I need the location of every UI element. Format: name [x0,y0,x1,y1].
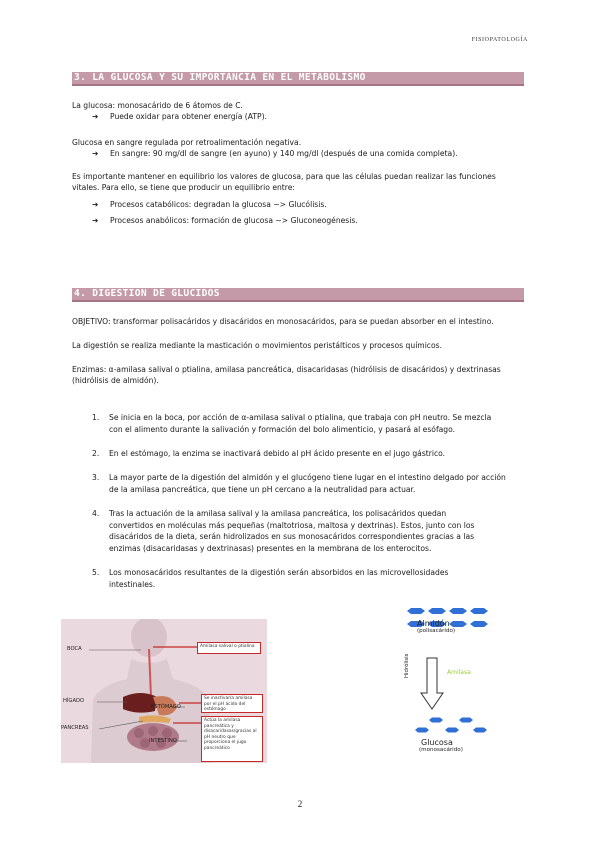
bullet-text: Procesos catabólicos: degradan la glucosa ~> Glucólisis. [110,200,327,209]
list-number: 2. [92,449,100,458]
list-text: convertidos en moléculas más pequeñas (maltotriosa, maltosa y dextrinas). Estos, junto con los [109,520,475,530]
digestive-system-figure [61,619,267,763]
list-number: 4. [92,509,100,518]
label-glucosa: Glucosa [421,738,453,747]
paragraph-objective: OBJETIVO: transformar polisacáridos y disacáridos en monosacáridos, para se puedan absorber en el intestino. [72,317,494,326]
arrow-icon: ➔ [92,112,99,121]
label-boca: BOCA [67,646,82,652]
bullet-item [92,199,532,210]
intestine-shape [127,723,179,751]
bullet-text: Puede oxidar para obtener energía (ATP). [110,112,267,121]
list-text: Tras la actuación de la amilasa salival y la amilasa pancreática, los polisacáridos quedan [109,509,447,518]
label-polisacarido: (polisacárido) [417,628,456,634]
paragraph: Es importante mantener en equilibrio los valores de glucosa, para que las células puedan realizar las funciones [72,172,496,181]
arrow-icon: ➔ [92,149,99,158]
bullet-item [92,111,532,122]
list-text: con el alimento durante la salivación y formación del bolo alimenticio, y pasará al esófago. [109,424,456,434]
list-text: de la amilasa pancreática, que tiene un pH cercano a la neutralidad para actuar. [109,484,416,494]
label-estomago: ESTÓMAGO [151,704,181,710]
bullet-item [92,148,532,159]
paragraph: Glucosa en sangre regulada por retroalimentación negativa. [72,138,302,147]
section-4-title: 4. DIGESTIÓN DE GLÚCIDOS [74,288,220,299]
arrow-icon: ➔ [92,216,99,225]
label-monosacarido: (monosacárido) [419,747,463,753]
running-header: FISIOPATOLOGÍA [471,37,528,43]
arrow-icon: ➔ [92,200,99,209]
note-box-amilasa-pancreatica [201,716,263,762]
starch-hydrolysis-figure [395,603,505,773]
list-number: 3. [92,473,100,482]
label-almidon: Almidón [417,619,450,628]
glucose-monomers [415,718,487,733]
label-intestino: INTESTINO [149,738,177,744]
list-text: Los monosacáridos resultantes de la digestión serán absorbidos en las microvellosidades [109,568,449,577]
bullet-text: En sangre: 90 mg/dl de sangre (en ayuno) y 140 mg/dl (después de una comida completa). [110,149,458,158]
list-text: enzimas (disacaridasas y dextrinasas) presentes en la membrana de los enterocitos. [109,543,432,553]
bullet-text: Procesos anabólicos: formación de glucosa ~> Gluconeogénesis. [110,216,358,225]
label-higado: HÍGADO [63,698,85,704]
paragraph-enzymes: Enzimas: α-amilasa salival o ptialina, amilasa pancreática, disacaridasas (hidrólisis de disacáridos) y dextrinasas [72,365,501,374]
list-text: intestinales. [109,579,156,589]
list-text: Se inicia en la boca, por acción de α-amilasa salival o ptialina, que trabaja con pH neutro. Se mezcla [109,413,492,422]
list-number: 1. [92,413,100,422]
list-text: disacáridos de la dieta, serán hidrolizados en sus monosacáridos correspondientes gracias a las [109,532,475,541]
list-text: En el estómago, la enzima se inactivará debido al pH ácido presente en el jugo gástrico. [109,449,446,458]
bullet-item [92,215,532,226]
section-3-title: 3. LA GLUCOSA Y SU IMPORTANCIA EN EL METABOLISMO [74,72,366,83]
paragraph-digestion: La digestión se realiza mediante la masticación o movimientos peristálticos y procesos químicos. [72,341,442,350]
down-arrow-icon [421,658,443,709]
note-box-estomago [201,694,263,713]
label-pancreas: PANCREAS [61,725,89,731]
note-text: Se inactivaría amilasa por el pH ácido del estómago [204,696,253,713]
list-text: La mayor parte de la digestión del almidón y el glucógeno tiene lugar en el intestino delgado por acción [109,473,506,482]
label-amilasa: Amilasa [447,669,471,676]
list-number: 5. [92,568,100,577]
section-3-bar [72,72,524,86]
section-4-bar [72,288,524,302]
note-box-amilasa-salival [197,642,261,654]
paragraph: vitales. Para ello, se tiene que producir un equilibrio entre: [72,183,295,192]
paragraph: La glucosa: monosacárido de 6 átomos de C. [72,101,243,110]
label-hidrolisis: Hidrólisis [404,653,410,678]
paragraph-enzymes: (hidrólisis de almidón). [72,376,159,385]
note-text: Actúa la amilasa pancreática y disacaridasas/gracias al pH neutro que proporciona el jugo pancreático [204,718,257,751]
page-number: 2 [297,799,303,809]
note-text: Amilasa salival o ptialina [200,644,255,649]
